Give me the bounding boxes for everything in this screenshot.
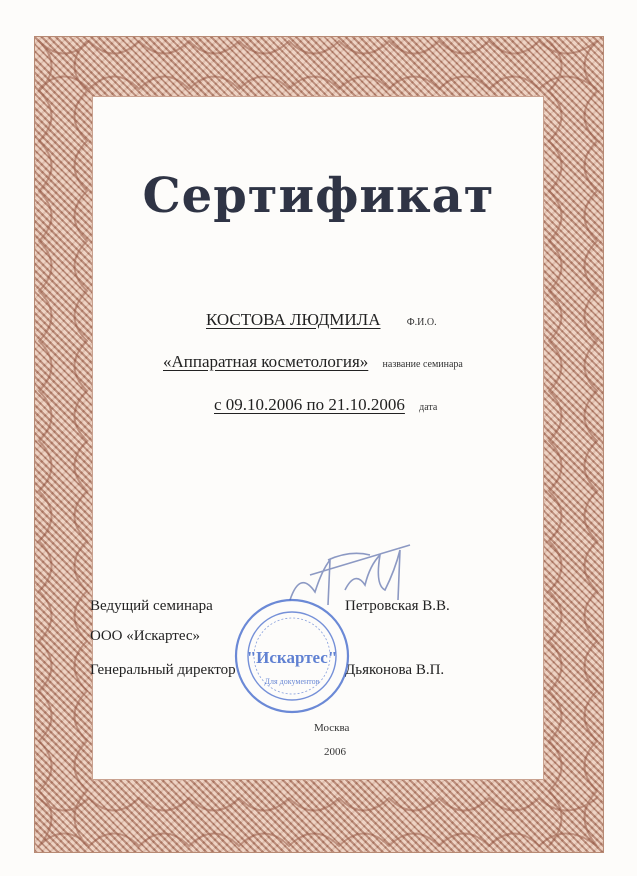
seminar-label: название семинара xyxy=(382,359,463,370)
recipient-label: Ф.И.О. xyxy=(406,317,437,328)
company-name: ООО «Искартес» xyxy=(90,628,201,644)
seminar-row xyxy=(163,352,463,372)
stamp-sub-text: Для документов xyxy=(264,677,320,686)
recipient-name: КОСТОВА ЛЮДМИЛА xyxy=(206,310,381,329)
city: Москва xyxy=(314,722,350,734)
company-stamp xyxy=(232,596,352,716)
seminar-dates: с 09.10.2006 по 21.10.2006 xyxy=(214,395,405,414)
director-name: Дьяконова В.П. xyxy=(345,662,445,678)
recipient-row xyxy=(206,310,437,330)
certificate-title: Сертификат xyxy=(142,168,495,224)
stamp-center-text: "Искартес" xyxy=(246,648,338,667)
dates-label: дата xyxy=(419,402,438,413)
leader-name: Петровская В.В. xyxy=(345,598,450,614)
seminar-title: «Аппаратная косметология» xyxy=(163,352,369,371)
director-role: Генеральный директор xyxy=(90,662,236,678)
year: 2006 xyxy=(324,746,346,758)
dates-row xyxy=(214,395,437,415)
leader-role: Ведущий семинара xyxy=(90,598,213,614)
